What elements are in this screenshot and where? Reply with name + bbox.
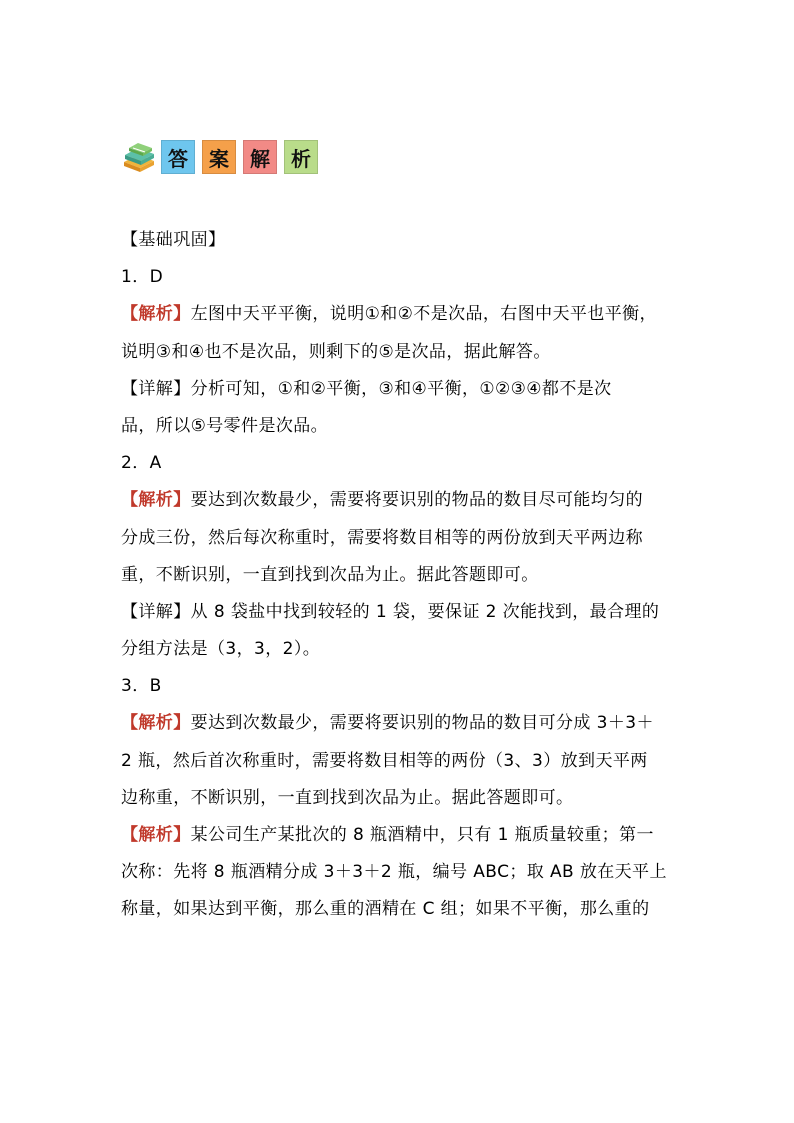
line-text: 2 瓶，然后首次称重时，需要将数目相等的两份（3、3）放到天平两 — [121, 750, 648, 771]
line-text: 从 8 袋盐中找到较轻的 1 袋，要保证 2 次能找到，最合理的 — [190, 601, 660, 622]
text-line — [121, 520, 691, 557]
text-line — [121, 854, 691, 891]
header-tile-jie: 解 — [243, 140, 277, 174]
text-line — [121, 780, 691, 817]
text-line — [121, 891, 691, 928]
text-line — [121, 594, 691, 631]
header-tile-answer: 答 — [161, 140, 195, 174]
line-text: 边称重，不断识别，一直到找到次品为止。据此答题即可。 — [121, 787, 574, 808]
line-text: 品，所以⑤号零件是次品。 — [121, 415, 329, 436]
line-text: 2．A — [121, 453, 162, 474]
text-line — [121, 371, 691, 408]
line-text: 重，不断识别，一直到找到次品为止。据此答题即可。 — [121, 564, 539, 585]
analysis-tag: 【解析】 — [121, 490, 191, 511]
section-title: 【基础巩固】 — [121, 230, 226, 250]
text-line — [121, 445, 691, 482]
line-text: 左图中天平平衡，说明①和②不是次品，右图中天平也平衡， — [190, 304, 657, 325]
text-line — [121, 557, 691, 594]
answer-content — [121, 222, 691, 929]
line-text: 1．D — [121, 267, 164, 288]
text-line — [121, 408, 691, 445]
detail-tag: 【详解】 — [121, 601, 191, 622]
line-text: 次称：先将 8 瓶酒精分成 3＋3＋2 瓶，编号 ABC；取 AB 放在天平上 — [121, 862, 667, 883]
line-text: 要达到次数最少，需要将要识别的物品的数目尽可能均匀的 — [190, 490, 644, 511]
line-text: 分成三份，然后每次称重时，需要将数目相等的两份放到天平两边称 — [121, 527, 643, 548]
text-line — [121, 631, 691, 668]
answer-lines — [121, 259, 691, 928]
text-line — [121, 296, 691, 333]
books-icon — [121, 140, 157, 174]
line-text: 分组方法是（3，3，2）。 — [121, 639, 321, 660]
text-line — [121, 817, 691, 854]
text-line — [121, 743, 691, 780]
analysis-tag: 【解析】 — [121, 713, 191, 734]
line-text: 某公司生产某批次的 8 瓶酒精中，只有 1 瓶质量较重；第一 — [190, 825, 654, 845]
text-line — [121, 259, 691, 296]
text-line — [121, 482, 691, 519]
detail-tag: 【详解】 — [121, 378, 191, 399]
line-text: 说明③和④也不是次品，则剩下的⑤是次品，据此解答。 — [121, 341, 551, 362]
line-text: 称量，如果达到平衡，那么重的酒精在 C 组；如果不平衡，那么重的 — [121, 899, 650, 920]
header-tile-xi: 析 — [284, 140, 318, 174]
answer-analysis-header — [121, 140, 325, 174]
line-text: 分析可知，①和②平衡，③和④平衡，①②③④都不是次 — [190, 378, 612, 399]
line-text: 3．B — [121, 676, 162, 697]
header-tile-case: 案 — [202, 140, 236, 174]
analysis-tag: 【解析】 — [121, 825, 191, 845]
analysis-tag: 【解析】 — [121, 304, 191, 325]
text-line — [121, 705, 691, 742]
line-text: 要达到次数最少，需要将要识别的物品的数目可分成 3＋3＋ — [190, 713, 654, 734]
text-line — [121, 668, 691, 705]
text-line — [121, 334, 691, 371]
